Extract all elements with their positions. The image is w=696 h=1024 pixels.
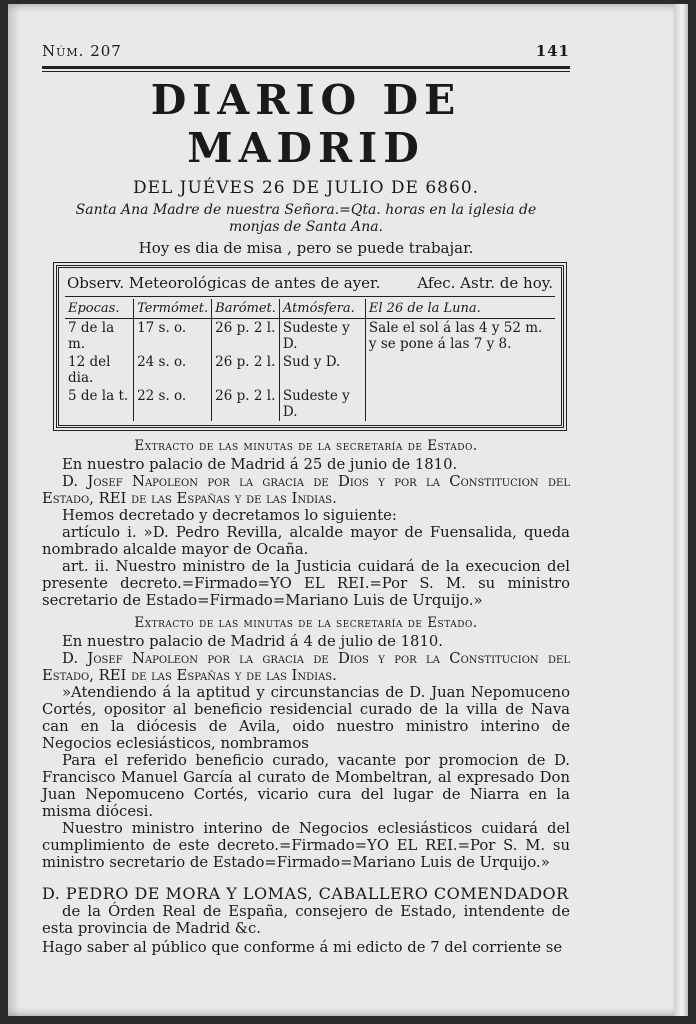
king-line: D. Josef Napoleon por la gracia de Dios y por la Constitucion del Estado, REI de las Españas y de las Indias. xyxy=(42,473,570,507)
paragraph: Nuestro ministro interino de Negocios eclesiásticos cuidará del cumplimiento de este decreto.=Firmado=YO EL REI.=Por S. M. su ministro secretario de Estado=Firmado=Mariano Luis de Urquijo.» xyxy=(42,820,570,871)
col-epocas: Epocas. xyxy=(65,299,134,319)
baro-cell: 26 p. 2 l. xyxy=(212,319,280,354)
luna-cell: Sale el sol á las 4 y 52 m. y se pone á las 7 y 8. xyxy=(365,319,555,422)
col-atmosfera: Atmósfera. xyxy=(279,299,365,319)
decree-line: Hemos decretado y decretamos lo siguiente: xyxy=(62,507,397,524)
article-1: artículo i. »D. Pedro Revilla, alcalde mayor de Fuensalida, queda nombrado alcalde mayor de Ocaña. xyxy=(42,524,570,558)
page-content xyxy=(42,42,570,956)
observations-table xyxy=(65,299,555,421)
epoca-cell: 12 del dia. xyxy=(68,354,111,386)
termo-cell: 24 s. o. xyxy=(134,353,212,387)
col-barometro: Barómet. xyxy=(212,299,280,319)
termo-cell: 17 s. o. xyxy=(134,319,212,354)
saint-of-day: Santa Ana Madre de nuestra Señora.=Qta. horas en la iglesia de monjas de Santa Ana. xyxy=(75,202,537,235)
extract-heading-2: Extracto de las minutas de la secretaría de Estado. xyxy=(134,615,478,631)
edict-text: Hago saber al público que conforme á mi edicto de 7 del corriente se xyxy=(42,939,563,956)
newspaper-page xyxy=(8,4,688,1016)
page-edge xyxy=(674,4,688,1016)
edict-heading: D. PEDRO DE MORA Y LOMAS, CABALLERO COMENDADOR xyxy=(42,884,569,903)
masthead-title: DIARIO DE MADRID xyxy=(150,76,462,172)
top-line xyxy=(42,42,570,60)
epoca-cell: 5 de la t. xyxy=(68,388,129,404)
observations-header xyxy=(65,272,555,297)
atmos-cell: Sudeste y D. xyxy=(279,319,365,354)
issue-number: Núm. 207 xyxy=(42,42,122,60)
dateline: DEL JUÉVES 26 DE JULIO DE 6860. xyxy=(132,178,480,198)
page-number: 141 xyxy=(535,42,570,60)
baro-cell: 26 p. 2 l. xyxy=(212,387,280,421)
edict-subheading: de la Órden Real de España, consejero de Estado, intendente de esta provincia de Madrid &c. xyxy=(42,903,570,937)
paragraph: »Atendiendo á la aptitud y circunstancias de D. Juan Nepomuceno Cortés, opositor al beneficio residencial curado de la villa de Nava can en la diócesis de Avila, oido nuestro ministro interino de Negocios eclesiásticos, nombramos xyxy=(42,684,570,752)
palacio-line: En nuestro palacio de Madrid á 25 de junio de 1810. xyxy=(62,456,458,473)
table-row xyxy=(65,319,555,354)
atmos-cell: Sudeste y D. xyxy=(279,387,365,421)
baro-cell: 26 p. 2 l. xyxy=(212,353,280,387)
atmos-cell: Sud y D. xyxy=(279,353,365,387)
king-line-2: D. Josef Napoleon por la gracia de Dios y por la Constitucion del Estado, REI de las Españas y de las Indias. xyxy=(42,650,570,684)
palacio-line-2: En nuestro palacio de Madrid á 4 de julio de 1810. xyxy=(62,633,443,650)
mass-note: Hoy es dia de misa , pero se puede trabajar. xyxy=(138,239,474,257)
col-termometro: Termómet. xyxy=(134,299,212,319)
epoca-cell: 7 de la m. xyxy=(68,320,115,352)
col-luna: El 26 de la Luna. xyxy=(365,299,555,319)
extract-heading: Extracto de las minutas de la secretaría de Estado. xyxy=(134,438,478,454)
article-2: art. ii. Nuestro ministro de la Justicia cuidará de la execucion del presente decreto.=Firmado=YO EL REI.=Por S. M. su ministro secretario de Estado=Firmado=Mariano Luis de Urquijo.» xyxy=(42,558,570,609)
header-rule xyxy=(42,66,570,72)
observations-box xyxy=(56,265,564,428)
observations-title: Observ. Meteorológicas de antes de ayer. xyxy=(67,274,381,292)
paragraph: Para el referido beneficio curado, vacante por promocion de D. Francisco Manuel García al curato de Mombeltran, al expresado Don Juan Nepomuceno Cortés, vicario cura del lugar de Niarra en la misma diócesi. xyxy=(42,752,570,820)
termo-cell: 22 s. o. xyxy=(134,387,212,421)
astro-title: Afec. Astr. de hoy. xyxy=(417,274,553,292)
